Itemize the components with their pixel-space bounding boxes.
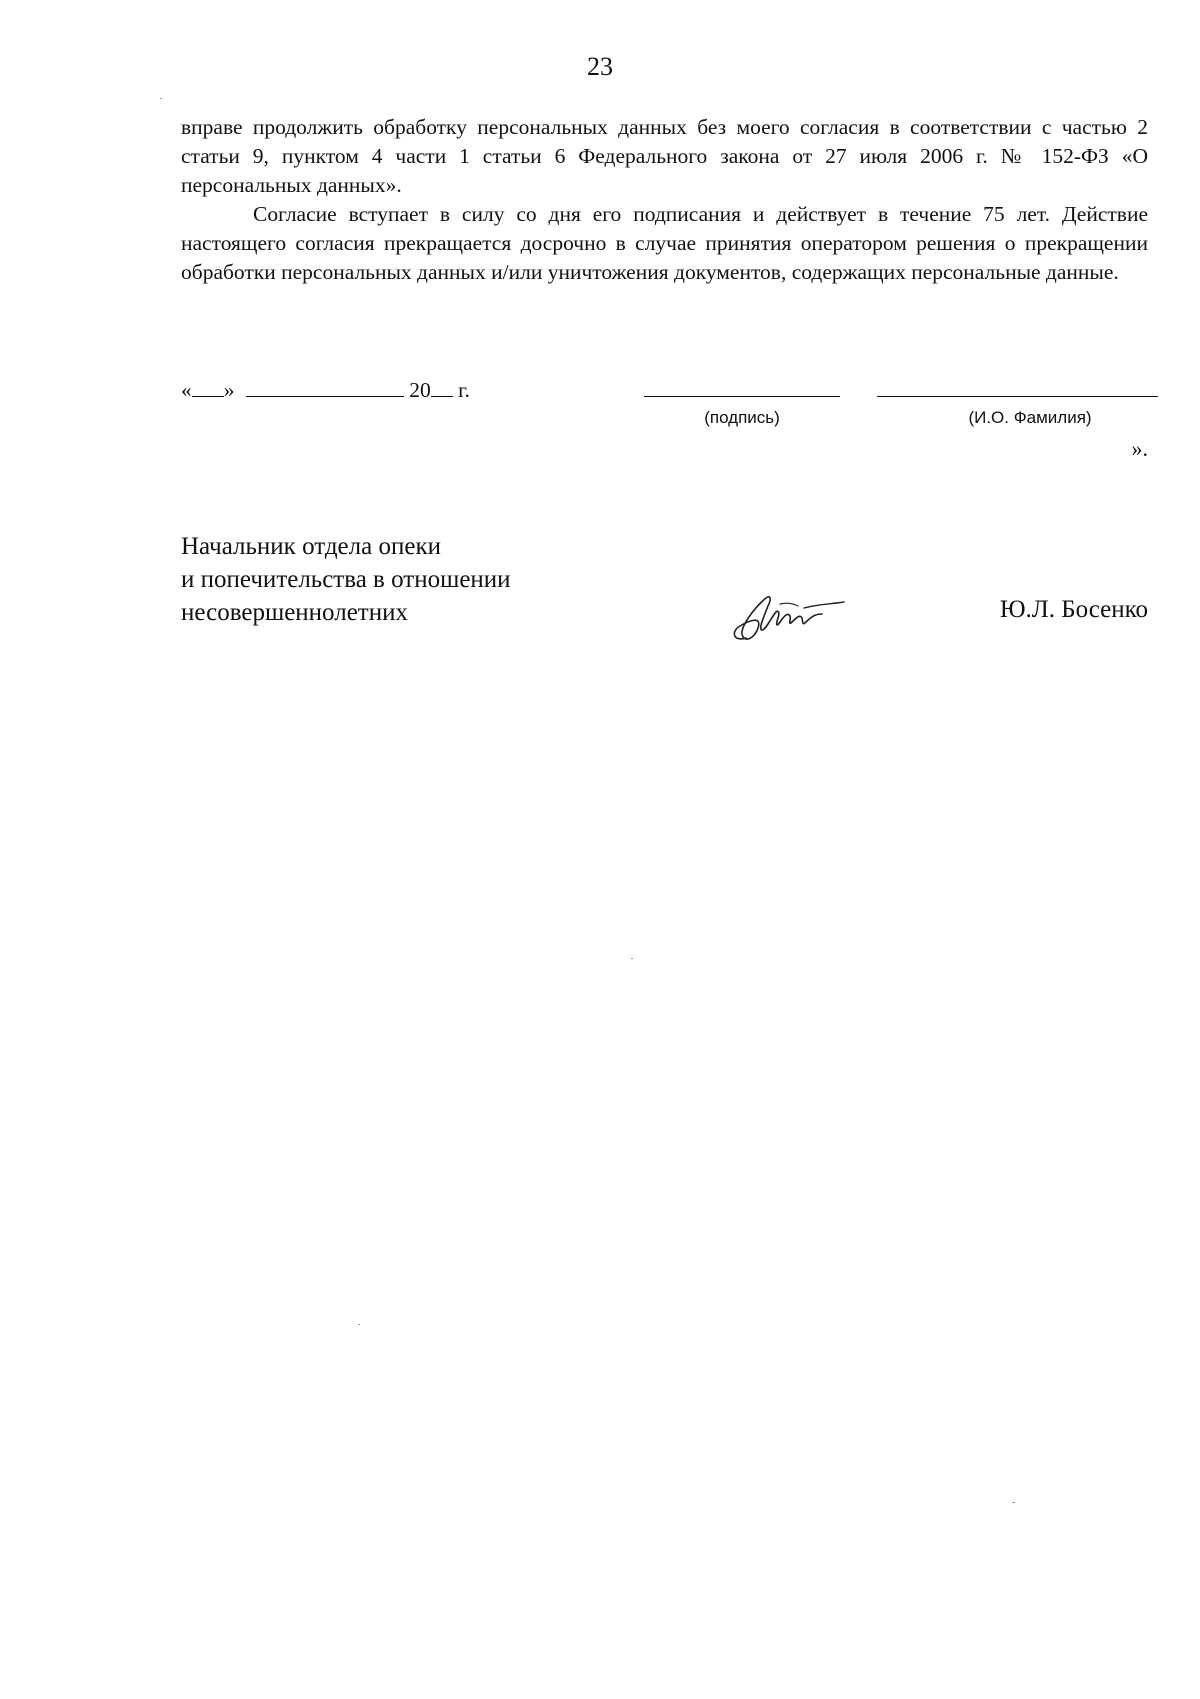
month-blank [246, 378, 404, 397]
signature-blank-line [644, 396, 840, 397]
date-open-quote: « [181, 378, 192, 402]
date-close-quote: » [223, 378, 235, 402]
name-blank-line [877, 396, 1158, 397]
scan-speck [631, 958, 633, 959]
signature-caption: (подпись) [704, 408, 780, 427]
paragraph-validity: Согласие вступает в силу со дня его подписания и действует в течение 75 лет. Действие настоящего согласия прекращается досрочно в случае принятия оператором решения о прекращении обработки персональных данных и/или уничтожения документов, содержащих персональные данные. [181, 202, 1148, 284]
scan-speck [358, 1324, 360, 1325]
day-blank [192, 378, 224, 397]
official-title-line-1: Начальник отдела опеки [181, 533, 441, 560]
scan-speck [1012, 1502, 1015, 1503]
year-suffix: г. [458, 378, 470, 402]
name-caption: (И.О. Фамилия) [968, 408, 1092, 427]
official-title-line-3: несовершеннолетних [181, 599, 408, 626]
handwritten-signature [728, 586, 848, 648]
official-title [181, 530, 511, 629]
paragraph-continuation: вправе продолжить обработку персональных данных без моего согласия в соответствии с частью 2 статьи 9, пунктом 4 части 1 статьи 6 Федерального закона от 27 июля 2006 г. № 152-ФЗ «О персональных данных». [181, 115, 1148, 197]
official-name: Ю.Л. Босенко [999, 596, 1148, 623]
official-title-line-2: и попечительства в отношении [181, 566, 511, 593]
scan-speck [160, 98, 162, 99]
year-blank [431, 378, 453, 397]
year-prefix: 20 [409, 378, 431, 402]
closing-quote: ». [1131, 436, 1148, 461]
page-number: 23 [587, 52, 613, 81]
consent-body-text [181, 113, 1148, 287]
date-line [181, 378, 470, 403]
